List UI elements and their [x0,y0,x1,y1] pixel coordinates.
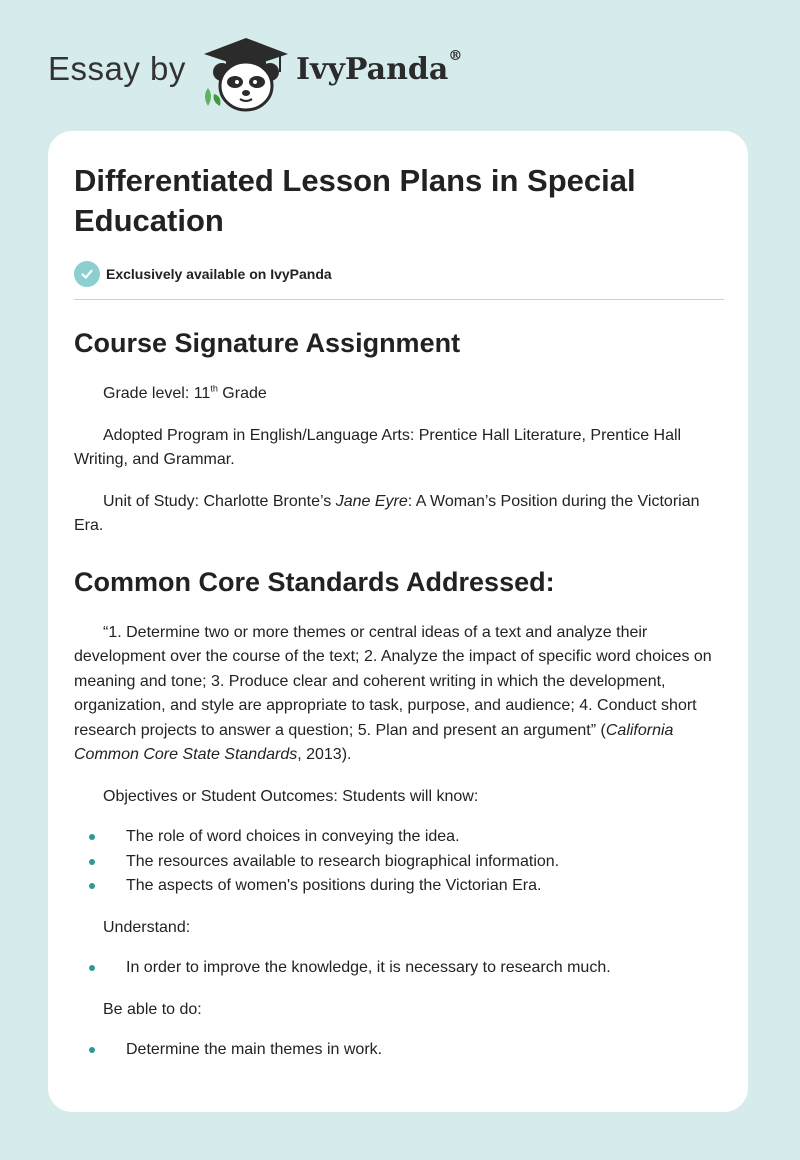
registered-mark: ® [448,48,463,64]
objectives-paragraph: Objectives or Student Outcomes: Students will know: [103,787,479,805]
check-icon [74,261,100,287]
quote-main: “1. Determine two or more themes or central ideas of a text and analyze their development over the course of the text; 2. Analyze the impact of specific word choices on meaning and tone; 3. Produce clear and coherent writing in which the development, organization, and style are appropriate to task, purpose, and audience; 4. Conduct short research projects to answer a question; 5. Plan and present an argument” ( [74,623,712,739]
article-card [48,131,748,1112]
list-item: The resources available to research biographical information. [74,850,724,875]
unit-paragraph [74,490,724,539]
program-paragraph: Adopted Program in English/Language Arts: Prentice Hall Literature, Prentice Hall Writing, and Grammar. [74,426,682,468]
title-divider [74,299,724,300]
unit-suffix: : A Woman’s Position during the Victorian Era. [74,492,700,534]
know-list [74,825,724,899]
section-heading-standards: Common Core Standards Addressed: [74,566,555,597]
quote-end: , 2013). [297,746,352,763]
article-title: Differentiated Lesson Plans in Special Education [74,163,636,238]
understand-list [74,956,724,981]
quote-citation: California Common Core State Standards [74,721,674,763]
unit-prefix: Unit of Study: Charlotte Bronte’s [103,492,336,510]
list-item: The aspects of women's positions during the Victorian Era. [74,874,724,899]
grade-level-paragraph [74,382,724,407]
list-item: The role of word choices in conveying the idea. [74,825,724,850]
standards-quote-paragraph [74,621,724,768]
able-list [74,1038,724,1063]
list-item: In order to improve the knowledge, it is necessary to research much. [74,956,724,981]
exclusive-badge [74,261,724,287]
essay-by-label: Essay by [48,50,186,87]
able-paragraph: Be able to do: [103,1000,202,1018]
exclusive-text: Exclusively available on IvyPanda [106,266,332,282]
understand-paragraph: Understand: [103,918,191,936]
grade-prefix: Grade level: 11 [103,385,211,402]
panda-graduate-icon[interactable] [200,36,292,112]
list-item: Determine the main themes in work. [74,1038,724,1063]
grade-suffix: Grade [217,385,267,402]
brand-text: IvyPanda [296,52,449,87]
section-heading-course: Course Signature Assignment [74,328,461,358]
site-header [48,36,508,116]
article-content [74,161,724,1063]
grade-superscript: th [210,383,218,394]
brand-name[interactable] [296,48,463,87]
unit-book-title: Jane Eyre [335,492,408,510]
